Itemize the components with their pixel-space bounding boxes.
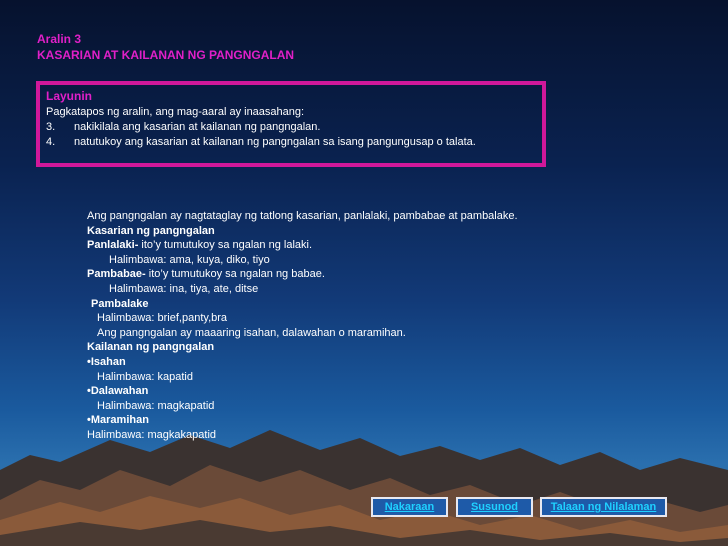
objective-number: 4. (46, 136, 56, 148)
bullet-icon: • (87, 414, 91, 427)
bullet-icon: • (87, 385, 91, 398)
objectives-intro: Pagkatapos ng aralin, ang mag-aaral ay inaasahang: (46, 106, 305, 118)
lesson-content (87, 209, 647, 443)
objective-number: 3. (46, 121, 56, 133)
maramihan-line (87, 413, 647, 428)
pambabae-example: Halimbawa: ina, tiya, ate, ditse (109, 282, 259, 295)
pambabae-term: Pambabae- (87, 268, 146, 281)
table-of-contents-button[interactable]: Talaan ng Nilalaman (540, 497, 667, 517)
pambabae-definition: ito’y tumutukoy sa ngalan ng babae. (145, 268, 325, 281)
lesson-title: KASARIAN AT KAILANAN NG PANGNGALAN (37, 48, 295, 62)
content-intro: Ang pangngalan ay nagtataglay ng tatlong kasarian, panlalaki, pambabae at pambalake. (87, 210, 518, 222)
objective-text: natutukoy ang kasarian at kailanan ng pangngalan sa isang pangungusap o talata. (74, 136, 476, 148)
kasarian-heading: Kasarian ng pangngalan (87, 224, 215, 237)
lesson-number: Aralin 3 (37, 32, 82, 46)
panlalaki-definition: ito’y tumutukoy sa ngalan ng lalaki. (138, 239, 313, 252)
maramihan-term: Maramihan (90, 414, 149, 427)
previous-button[interactable]: Nakaraan (371, 497, 448, 517)
isahan-term: Isahan (90, 355, 126, 368)
next-button[interactable]: Susunod (456, 497, 533, 517)
kailanan-intro: Ang pangngalan ay maaaring isahan, dalawahan o maramihan. (97, 326, 406, 339)
isahan-line (87, 355, 647, 370)
pambalake-example: Halimbawa: brief,panty,bra (97, 312, 228, 325)
objectives-box (36, 81, 546, 167)
dalawahan-line (87, 384, 647, 399)
navigation-bar (0, 497, 728, 517)
maramihan-example: Halimbawa: magkakapatid (87, 428, 217, 441)
isahan-example: Halimbawa: kapatid (97, 370, 193, 383)
panlalaki-term: Panlalaki- (87, 239, 139, 252)
bullet-icon: • (87, 355, 91, 368)
kailanan-heading: Kailanan ng pangngalan (87, 341, 215, 354)
dalawahan-example: Halimbawa: magkapatid (97, 399, 215, 412)
panlalaki-line (87, 238, 647, 253)
pambalake-term: Pambalake (91, 297, 149, 310)
objectives-heading: Layunin (46, 89, 93, 103)
objective-item (46, 135, 536, 150)
lesson-header (37, 31, 294, 63)
objective-item (46, 120, 536, 135)
objective-text: nakikilala ang kasarian at kailanan ng pangngalan. (74, 121, 321, 133)
dalawahan-term: Dalawahan (90, 385, 149, 398)
panlalaki-example: Halimbawa: ama, kuya, diko, tiyo (109, 253, 270, 266)
pambabae-line (87, 267, 647, 282)
